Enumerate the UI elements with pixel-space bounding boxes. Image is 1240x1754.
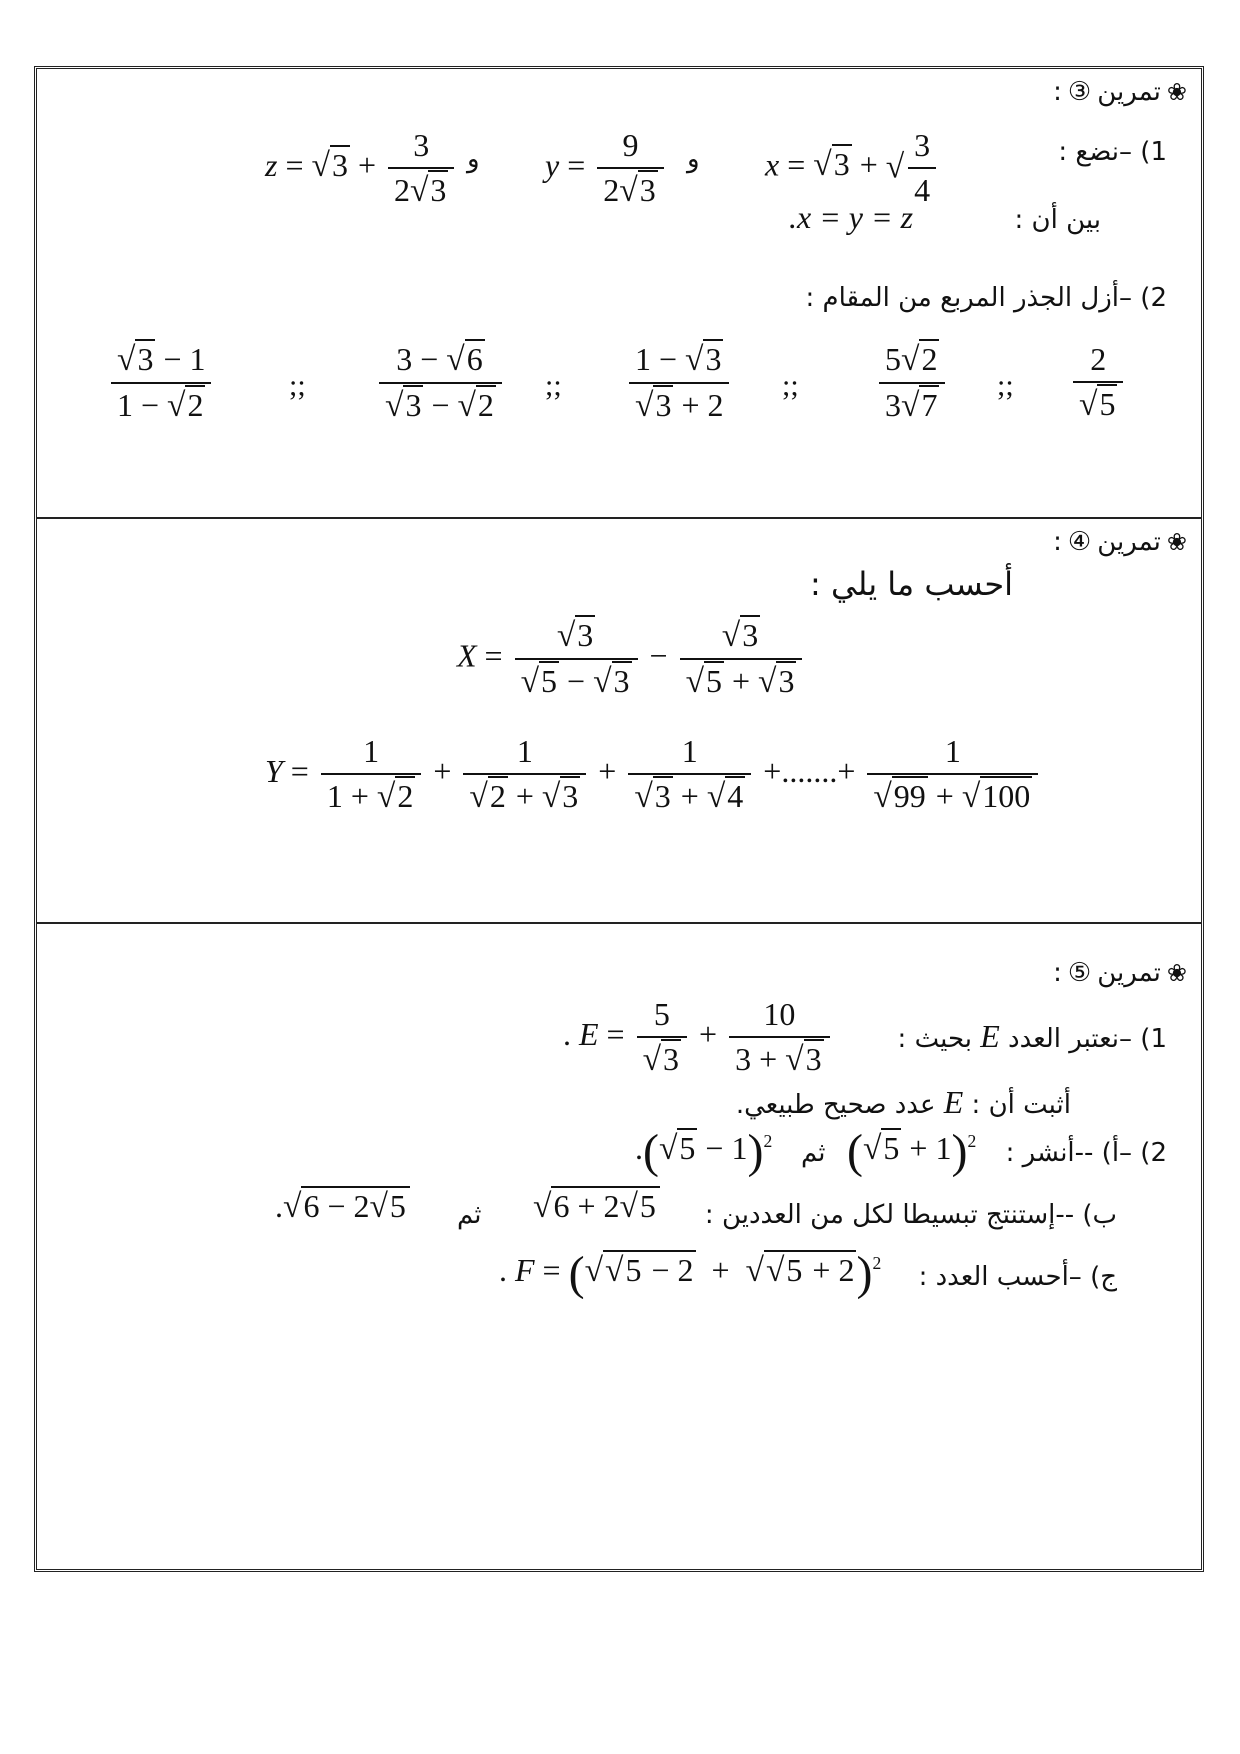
variable-F: F — [515, 1251, 535, 1288]
colon: : — [1053, 527, 1062, 557]
equation-y: y = $\frac{9}{2√3}$ — [545, 127, 668, 210]
ex4-instruction: أحسب ما يلي : — [810, 565, 1013, 603]
equation-z: z = √3 + $\frac{3}{2√3}$ — [265, 127, 458, 210]
exercise-5-number: ⑤ — [1067, 958, 1092, 988]
q1-show-expression: .x = y = z — [789, 199, 914, 235]
fraction-1-minus-root3-over-root3-plus-2: $\frac{1 - √3}{√3 + 2}$ — [625, 341, 733, 425]
exercise-3-title: تمرين — [1097, 77, 1161, 107]
fraction-root3-minus-1-over-1-minus-root2: $\frac{√3 - 1}{1 - √2}$ — [107, 341, 215, 425]
exercise-5 — [37, 924, 1201, 1569]
q2-label: 2) –أزل الجذر المربع من المقام : — [805, 283, 1167, 313]
variable-E: E — [980, 1018, 1000, 1054]
variable-E: E — [943, 1084, 964, 1120]
exercise-3 — [37, 69, 1201, 519]
q1-such-that: بحيث : — [897, 1024, 972, 1054]
q1-show-label: بين أن : — [1014, 205, 1101, 235]
separator: ;; — [997, 369, 1014, 402]
flower-icon: ❀ — [1166, 78, 1187, 106]
variable-X: X — [457, 637, 477, 674]
exercise-4 — [37, 519, 1201, 924]
exercise-5-title: تمرين — [1097, 958, 1161, 988]
exercise-4-heading — [1053, 527, 1187, 557]
separator: ;; — [545, 369, 562, 402]
equation-E: . E = $\frac{5}{√3}$ + $\frac{10}{3 + √3}$ — [563, 996, 834, 1079]
q2a-label: 2) –أ) --أنشر : — [1005, 1138, 1167, 1168]
colon: : — [1053, 958, 1062, 988]
expression-sqrt-6-minus-2root5: .√6 − 2√5 — [275, 1188, 410, 1226]
flower-icon: ❀ — [1166, 528, 1187, 556]
exercise-3-number: ③ — [1067, 77, 1092, 107]
fraction-2-over-root5: $\frac{2}{√5}$ — [1069, 341, 1127, 424]
expression-Y: Y = $\frac{1}{1 + √2}$ + $\frac{1}{√2 + √3}$ + $\frac{1}{√3 + √4}$ +.......+ $\frac{1}{√99 + √100}$ — [265, 733, 1042, 816]
fraction-3-minus-root6-over-root3-minus-root2: $\frac{3 - √6}{√3 - √2}$ — [375, 341, 506, 425]
expression-root5-plus-1-squared: $(√5 + 1)^2$ — [847, 1125, 977, 1178]
equation-F: . $F = (√√5 - 2 + √√5 + 2)^2$ — [499, 1247, 882, 1300]
q1-prove-tail: عدد صحيح طبيعي. — [735, 1090, 936, 1120]
q1-label: 1) –نضع : — [1058, 137, 1167, 167]
and-word: و — [467, 144, 480, 174]
exercise-4-number: ④ — [1067, 527, 1092, 557]
expression-X: X = $\frac{√3}{√5 - √3}$ − $\frac{√3}{√5 + √3}$ — [457, 617, 806, 701]
and-word: و — [687, 144, 700, 174]
q2c-label: ج) –أحسب العدد : — [918, 1262, 1117, 1292]
exercise-3-heading — [1053, 77, 1187, 107]
ellipsis: ....... — [781, 752, 838, 789]
variable-Y: Y — [265, 752, 283, 789]
exercise-4-title: تمرين — [1097, 527, 1161, 557]
then-word: ثم — [457, 1200, 482, 1230]
separator: ;; — [782, 369, 799, 402]
then-word: ثم — [801, 1138, 826, 1168]
expression-sqrt-6-plus-2root5: √6 + 2√5 — [533, 1188, 660, 1226]
variable-E: E — [579, 1015, 599, 1052]
separator: ;; — [289, 369, 306, 402]
fraction-5root2-over-3root7: $\frac{5√2}{3√7}$ — [875, 341, 949, 425]
q1-prove-label: أثبت أن : — [971, 1090, 1071, 1120]
flower-icon: ❀ — [1166, 959, 1187, 987]
equation-x: x = √3 + √ $\frac{3}{4}$ — [765, 127, 940, 209]
q2b-label: ب) --إستنتج تبسيطا لكل من العددين : — [704, 1200, 1117, 1230]
q1-prove — [736, 1084, 1071, 1121]
exercise-sheet — [34, 66, 1204, 1572]
colon: : — [1053, 77, 1062, 107]
expression-root5-minus-1-squared: $.(√5 - 1)^2$ — [635, 1125, 773, 1178]
q1-consider: 1) –نعتبر العدد — [1008, 1024, 1167, 1054]
exercise-5-heading — [1053, 958, 1187, 988]
q1-label — [898, 1018, 1167, 1055]
